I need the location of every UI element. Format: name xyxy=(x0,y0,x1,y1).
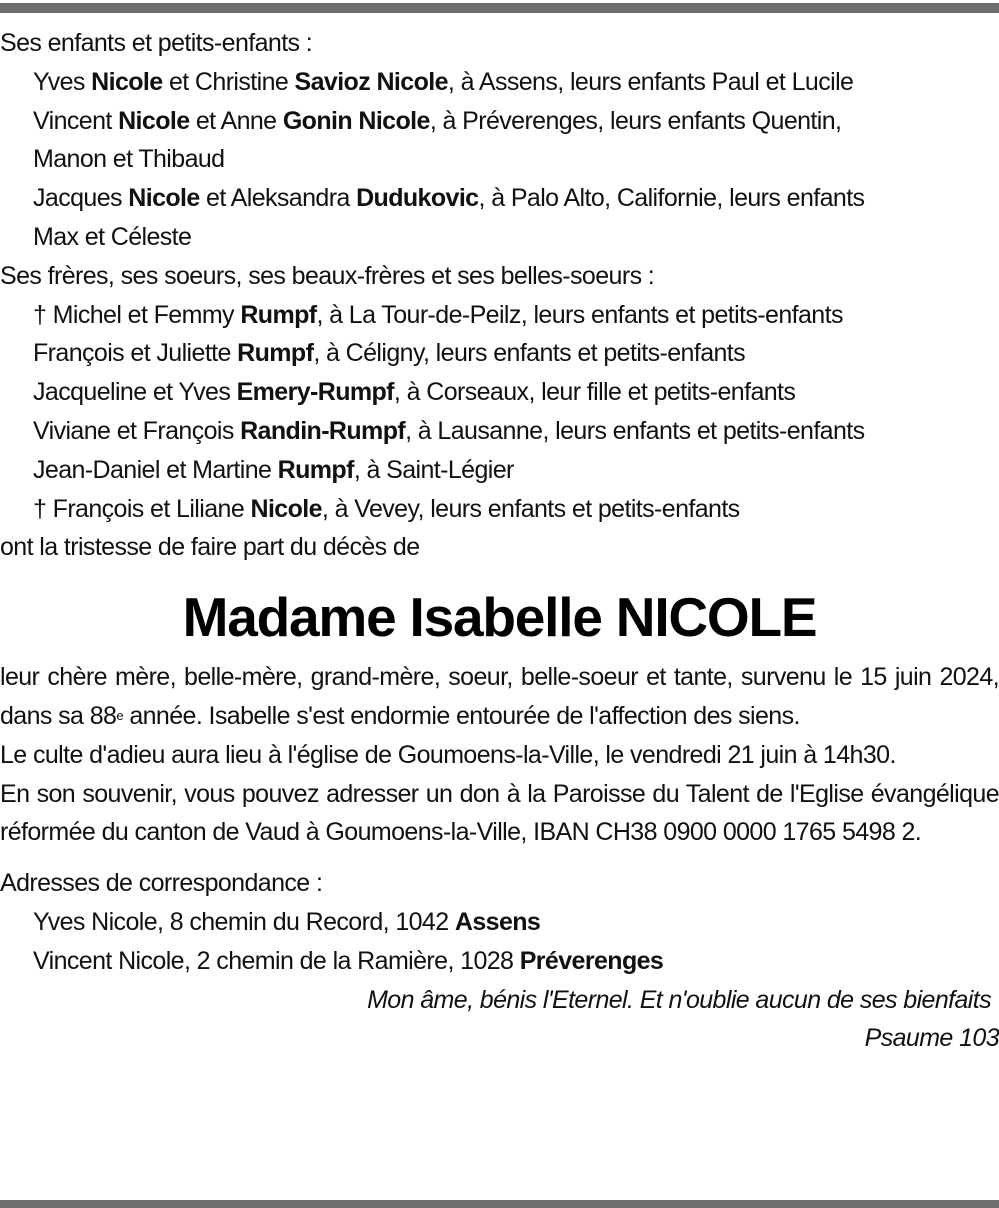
top-rule xyxy=(0,3,999,13)
child-entry: Vincent Nicole et Anne Gonin Nicole, à Préverenges, leurs enfants Quentin, xyxy=(33,106,842,135)
obituary-notice xyxy=(0,24,999,1058)
child-entry: Yves Nicole et Christine Savioz Nicole, à Assens, leurs enfants Paul et Lucile xyxy=(33,67,854,96)
siblings-intro: Ses frères, ses soeurs, ses beaux-frères et ses belles-soeurs : xyxy=(0,261,655,290)
psalm-reference: Psaume 103 xyxy=(864,1024,999,1053)
address-entry: Vincent Nicole, 2 chemin de la Ramière, 1028 Préverenges xyxy=(33,946,664,975)
sibling-entry: † François et Liliane Nicole, à Vevey, leurs enfants et petits-enfants xyxy=(33,494,740,523)
death-details-paragraph: leur chère mère, belle-mère, grand-mère, soeur, belle-soeur et tante, survenu le 15 juin 2024, dans sa 88e année. Isabelle s'est endormie entourée de l'affection des siens. xyxy=(0,663,999,730)
children-intro: Ses enfants et petits-enfants : xyxy=(0,29,313,57)
psalm-quote: Mon âme, bénis l'Eternel. Et n'oublie aucun de ses bienfaits xyxy=(367,985,991,1014)
address-entry: Yves Nicole, 8 chemin du Record, 1042 Assens xyxy=(33,907,541,936)
sibling-entry: Viviane et François Randin-Rumpf, à Lausanne, leurs enfants et petits-enfants xyxy=(33,416,865,445)
announcement-line: ont la tristesse de faire part du décès de xyxy=(0,533,420,562)
addresses-intro: Adresses de correspondance : xyxy=(0,869,323,898)
sibling-entry: † Michel et Femmy Rumpf, à La Tour-de-Peilz, leurs enfants et petits-enfants xyxy=(33,300,843,329)
sibling-entry: Jacqueline et Yves Emery-Rumpf, à Corseaux, leur fille et petits-enfants xyxy=(33,378,796,407)
sibling-entry: Jean-Daniel et Martine Rumpf, à Saint-Légier xyxy=(33,455,514,484)
ceremony-paragraph: Le culte d'adieu aura lieu à l'église de Goumoens-la-Ville, le vendredi 21 juin à 14h30. xyxy=(0,740,896,769)
donation-paragraph: En son souvenir, vous pouvez adresser un don à la Paroisse du Talent de l'Eglise évangélique réformée du canton de Vaud à Goumoens-la-Ville, IBAN CH38 0900 0000 1765 5498 2. xyxy=(0,779,999,847)
deceased-name: Madame Isabelle NICOLE xyxy=(182,586,817,649)
child-entry: Jacques Nicole et Aleksandra Dudukovic, à Palo Alto, Californie, leurs enfants xyxy=(33,184,865,213)
child-entry-continued: Manon et Thibaud xyxy=(33,145,225,174)
child-entry-continued: Max et Céleste xyxy=(33,222,192,251)
ordinal-superscript: e xyxy=(116,707,123,723)
sibling-entry: François et Juliette Rumpf, à Céligny, leurs enfants et petits-enfants xyxy=(33,339,746,368)
